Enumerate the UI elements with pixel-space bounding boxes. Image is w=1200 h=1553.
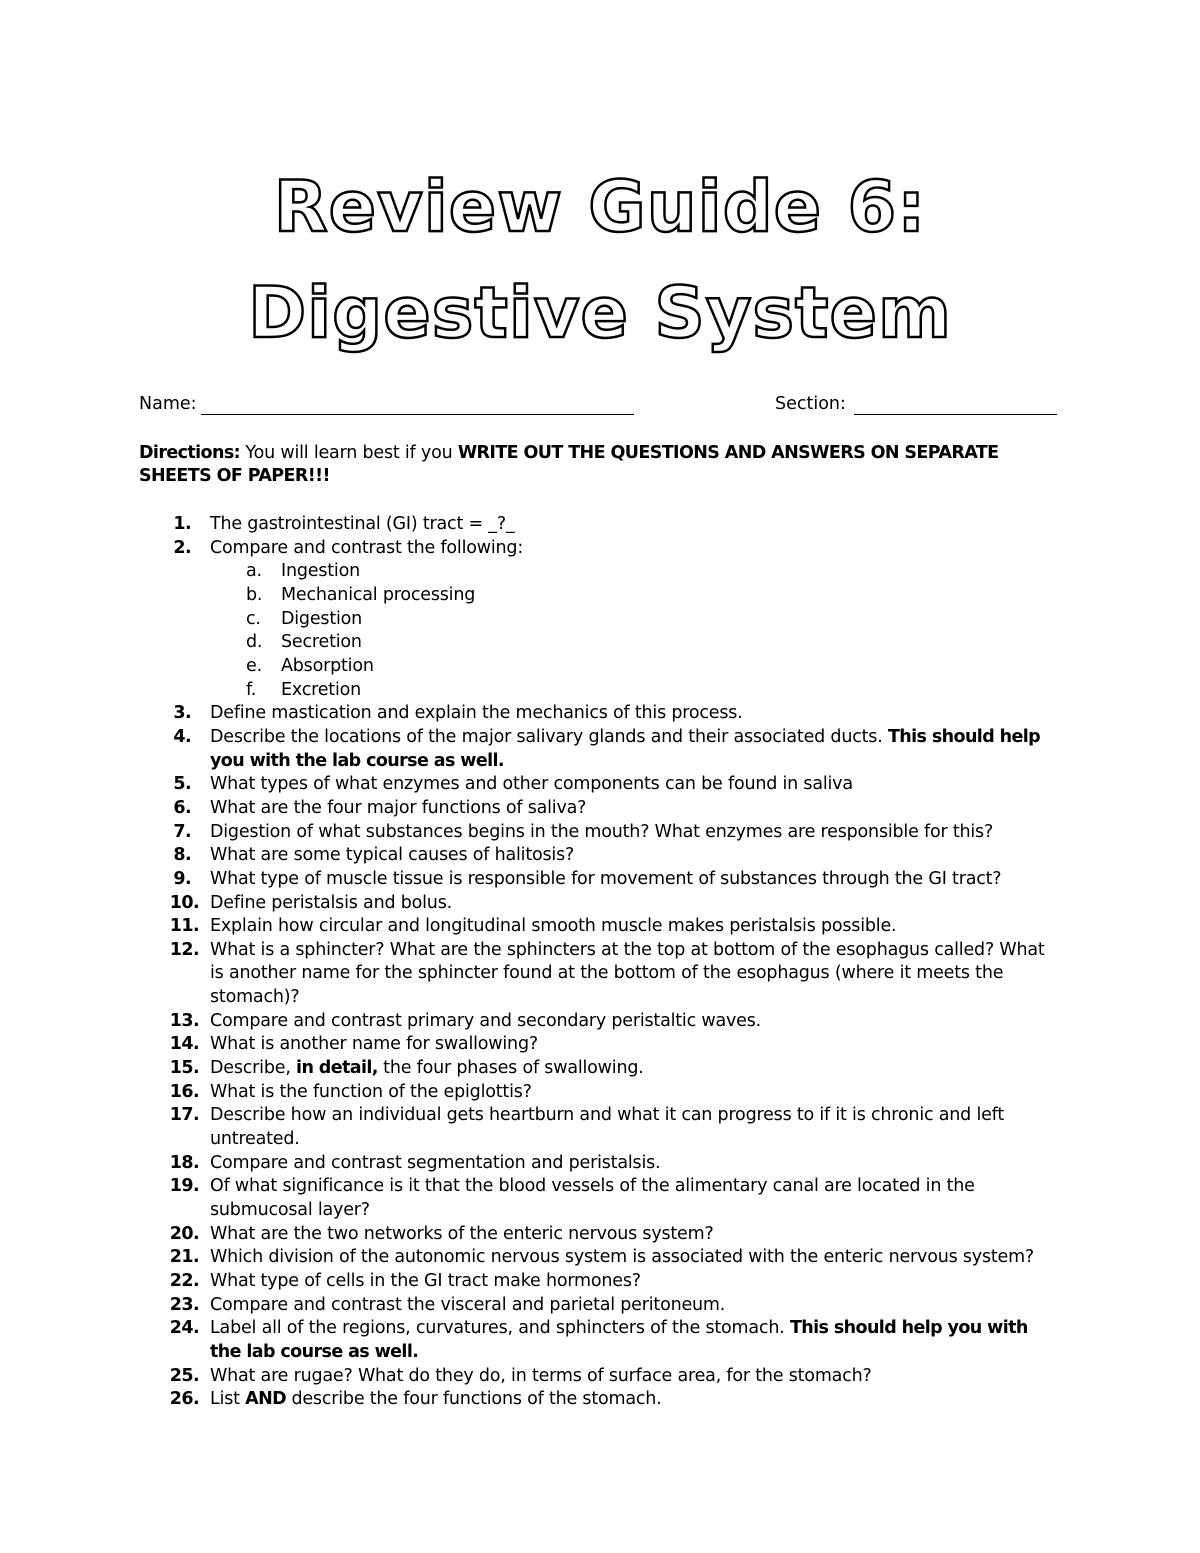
question-item [0, 1104, 1060, 1151]
sub-item [0, 631, 1200, 655]
question-text: What are the two networks of the enteric nervous system? [210, 1223, 714, 1244]
question-text: What are the four major functions of saliva? [210, 797, 587, 818]
question-text: List [210, 1389, 246, 1410]
question-note: This should help you with the lab course as well. [210, 1318, 1028, 1362]
question-text: Label all of the regions, curvatures, and sphincters of the stomach. [210, 1318, 790, 1339]
question-text: Of what significance is it that the blood vessels of the alimentary canal are located in the submucosal layer? [210, 1176, 975, 1221]
sub-item-letter: e. [246, 655, 262, 676]
question-item [0, 1317, 1060, 1364]
question-number: 22. [169, 1271, 199, 1291]
question-text: What is the function of the epiglottis? [210, 1081, 532, 1102]
question-number: 24. [169, 1318, 199, 1339]
question-text: The gastrointestinal (GI) tract = _?_ [210, 514, 515, 534]
question-text: Describe how an individual gets heartburn and what it can progress to if it is chronic and left untreated. [210, 1105, 1004, 1150]
sub-item-letter: f. [246, 679, 257, 700]
question-item [0, 1010, 1060, 1034]
question-text: Compare and contrast the following: [210, 537, 524, 558]
sub-item-letter: c. [246, 608, 261, 629]
question-emphasis: in detail, [296, 1058, 378, 1079]
question-item [0, 702, 1060, 726]
question-item [0, 773, 1060, 797]
question-number: 20. [169, 1223, 199, 1244]
question-item [0, 537, 1060, 561]
sub-item-text: Excretion [281, 679, 362, 700]
question-number: 23. [169, 1294, 199, 1315]
question-item [0, 1246, 1060, 1270]
sub-item-text: Ingestion [281, 561, 360, 582]
question-item [0, 1033, 1060, 1057]
question-number: 17. [169, 1105, 199, 1126]
question-number: 8. [173, 845, 191, 866]
sub-item-text: Secretion [281, 632, 362, 653]
question-number: 2. [173, 537, 191, 558]
question-text: Compare and contrast segmentation and peristalsis. [210, 1152, 661, 1173]
question-number: 1. [173, 514, 191, 534]
directions-text: You will learn best if you [240, 443, 458, 463]
sub-item [0, 608, 1200, 632]
question-number: 7. [173, 821, 191, 842]
question-text-after: the four phases of swallowing. [377, 1058, 644, 1079]
student-info-row [139, 394, 1059, 420]
question-number: 10. [169, 892, 199, 913]
sub-item-letter: d. [246, 632, 263, 653]
question-item [0, 821, 1060, 845]
sub-item-letter: a. [246, 561, 262, 582]
sub-item-text: Mechanical processing [281, 584, 476, 605]
question-text: Define mastication and explain the mechanics of this process. [210, 703, 743, 724]
question-emphasis: AND [245, 1389, 287, 1410]
name-blank-line[interactable] [201, 414, 634, 415]
question-text-after: describe the four functions of the stomach. [286, 1389, 662, 1410]
directions-emphasis: WRITE OUT THE QUESTIONS AND ANSWERS ON SEPARATE SHEETS OF PAPER!!! [139, 443, 999, 486]
question-item [0, 1057, 1060, 1081]
question-number: 5. [173, 774, 191, 795]
question-item [0, 1294, 1060, 1318]
question-number: 11. [169, 916, 199, 937]
question-number: 25. [169, 1365, 199, 1386]
section-label: Section: [775, 394, 846, 414]
sub-item-letter: b. [246, 584, 263, 605]
question-item [0, 1223, 1060, 1247]
sub-item [0, 584, 1200, 608]
question-number: 26. [169, 1389, 199, 1410]
page-title-line-1: Review Guide 6: [273, 166, 927, 248]
question-item [0, 1152, 1060, 1176]
directions-paragraph [139, 442, 1059, 488]
question-number: 14. [169, 1034, 199, 1055]
sub-item [0, 679, 1200, 703]
question-item [0, 844, 1060, 868]
question-text: Digestion of what substances begins in the mouth? What enzymes are responsible for this? [210, 821, 994, 842]
question-text: What is a sphincter? What are the sphincters at the top at bottom of the esophagus called? What is another name for the sphincter found at the bottom of the esophagus (where it meets the stomach)? [210, 939, 1045, 1008]
page-title-line-2: Digestive System [248, 272, 952, 354]
question-number: 19. [169, 1176, 199, 1197]
question-text: What types of what enzymes and other components can be found in saliva [210, 774, 853, 795]
question-item [0, 513, 1060, 537]
question-item [0, 797, 1060, 821]
question-list [0, 513, 1200, 1412]
question-text: Explain how circular and longitudinal smooth muscle makes peristalsis possible. [210, 916, 897, 937]
question-text: Define peristalsis and bolus. [210, 892, 452, 913]
question-text: What is another name for swallowing? [210, 1034, 538, 1055]
directions-label: Directions: [139, 443, 241, 463]
question-text: Which division of the autonomic nervous system is associated with the enteric nervous system? [210, 1247, 1035, 1268]
question-text: Describe the locations of the major salivary glands and their associated ducts. [210, 726, 888, 747]
sub-item-text: Absorption [281, 655, 374, 676]
question-item [0, 1270, 1060, 1294]
question-item [0, 1365, 1060, 1389]
question-text: Describe, [210, 1058, 297, 1079]
question-number: 21. [169, 1247, 199, 1268]
name-label: Name: [139, 394, 197, 414]
section-blank-line[interactable] [854, 414, 1057, 415]
question-text: What type of muscle tissue is responsible for movement of substances through the GI tract? [210, 868, 1002, 889]
question-text: Compare and contrast primary and secondary peristaltic waves. [210, 1010, 762, 1031]
question-number: 15. [169, 1058, 199, 1079]
question-item [0, 892, 1060, 916]
question-number: 4. [173, 726, 191, 747]
question-number: 6. [173, 797, 191, 818]
question-number: 18. [169, 1152, 199, 1173]
question-number: 16. [169, 1081, 199, 1102]
question-item [0, 1175, 1060, 1222]
question-item [0, 868, 1060, 892]
question-note: This should help you with the lab course as well. [210, 726, 1041, 771]
question-item [0, 726, 1060, 773]
question-number: 13. [169, 1010, 199, 1031]
question-item [0, 915, 1060, 939]
sub-item [0, 655, 1200, 679]
question-item [0, 1081, 1060, 1105]
question-number: 12. [169, 939, 199, 960]
question-number: 9. [173, 868, 191, 889]
question-item [0, 939, 1060, 1010]
question-text: What are rugae? What do they do, in terms of surface area, for the stomach? [210, 1365, 872, 1386]
sub-item-text: Digestion [281, 608, 363, 629]
question-text: What are some typical causes of halitosis? [210, 845, 575, 866]
question-text: What type of cells in the GI tract make hormones? [210, 1271, 641, 1291]
question-item [0, 1388, 1060, 1412]
question-text: Compare and contrast the visceral and parietal peritoneum. [210, 1294, 726, 1315]
sub-item [0, 560, 1200, 584]
question-number: 3. [173, 703, 191, 724]
